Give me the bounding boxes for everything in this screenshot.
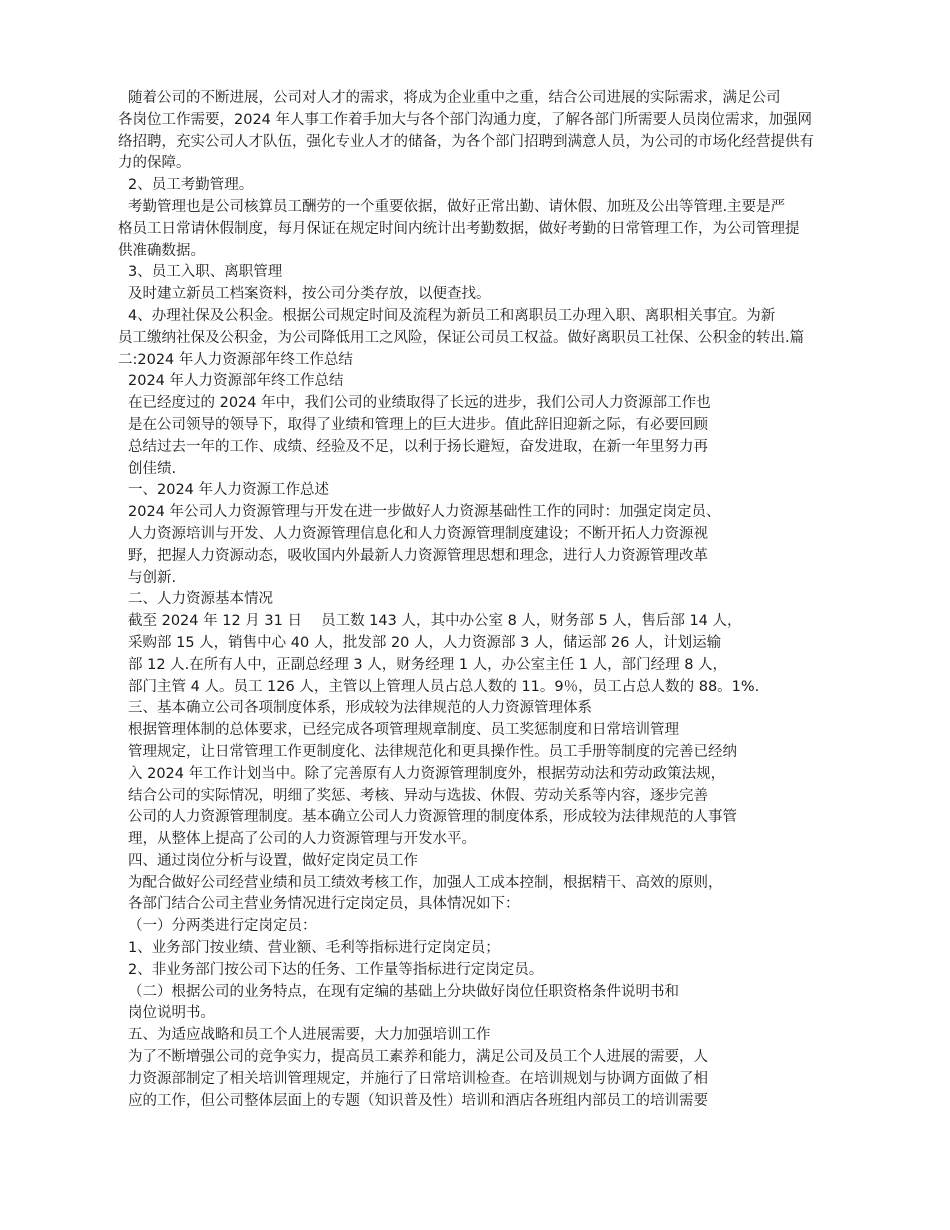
text-line: 采购部 15 人，销售中心 40 人，批发部 20 人，人力资源部 3 人，储运部 26 人，计划运输 (128, 634, 722, 651)
text-line: 入 2024 年工作计划当中。除了完善原有人力资源管理制度外，根据劳动法和劳动政策法规， (128, 765, 726, 782)
text-line: 2024 年公司人力资源管理与开发在进一步做好人力资源基础性工作的同时：加强定岗定员、 (128, 504, 721, 521)
text-line: 创佳绩. (128, 460, 177, 477)
text-line: 为了不断增强公司的竞争实力，提高员工素养和能力，满足公司及员工个人进展的需要，人 (128, 1049, 708, 1066)
text-line: （二）根据公司的业务特点，在现有定编的基础上分块做好岗位任职资格条件说明书和 (128, 983, 679, 1000)
text-line: 结合公司的实际情况，明细了奖惩、考核、异动与选拔、休假、劳动关系等内容，逐步完善 (128, 787, 708, 804)
text-line: 力的保障。 (118, 155, 191, 172)
text-line: 人力资源培训与开发、人力资源管理信息化和人力资源管理制度建设；不断开拓人力资源视 (128, 525, 708, 542)
text-line: 与创新. (128, 569, 177, 586)
text-line: 一、2024 年人力资源工作总述 (128, 482, 330, 499)
text-line: 员工缴纳社保及公积金，为公司降低用工之风险，保证公司员工权益。做好离职员工社保、公积金的转出.篇 (118, 329, 805, 346)
text-line: 1、业务部门按业绩、营业额、毛利等指标进行定岗定员； (128, 940, 500, 957)
text-line: 2024 年人力资源部年终工作总结 (128, 373, 344, 390)
text-line: 二:2024 年人力资源部年终工作总结 (118, 351, 353, 368)
text-line: 五、为适应战略和员工个人进展需要，大力加强培训工作 (128, 1027, 491, 1044)
text-line: 四、通过岗位分析与设置，做好定岗定员工作 (128, 852, 418, 869)
text-line: 各部门结合公司主营业务情况进行定岗定员，具体情况如下： (128, 896, 520, 913)
text-line: 3、员工入职、离职管理 (128, 264, 283, 281)
text-line: 理，从整体上提高了公司的人力资源管理与开发水平。 (128, 831, 476, 848)
text-line: 4、办理社保及公积金。根据公司规定时间及流程为新员工和离职员工办理入职、离职相关事宜。为新 (128, 307, 776, 324)
text-line: 2、非业务部门按公司下达的任务、工作量等指标进行定岗定员。 (128, 961, 544, 978)
text-line: 格员工日常请休假制度，每月保证在规定时间内统计出考勤数据，做好考勤的日常管理工作，为公司管理提 (118, 220, 800, 237)
text-line: 供准确数据。 (118, 242, 205, 259)
text-line: 截至 2024 年 12 月 31 日 员工数 143 人，其中办公室 8 人，财务部 5 人，售后部 14 人， (128, 613, 742, 630)
text-line: 各岗位工作需要，2024 年人事工作着手加大与各个部门沟通力度，了解各部门所需要人员岗位需求，加强网 (118, 111, 813, 128)
text-line: 二、人力资源基本情况 (128, 591, 273, 608)
text-line: 是在公司领导的领导下，取得了业绩和管理上的巨大进步。值此辞旧迎新之际，有必要回顾 (128, 416, 708, 433)
text-line: 总结过去一年的工作、成绩、经验及不足，以利于扬长避短，奋发进取，在新一年里努力再 (128, 438, 708, 455)
text-line: 岗位说明书。 (128, 1005, 215, 1022)
text-line: 及时建立新员工档案资料，按公司分类存放，以便查找。 (128, 286, 491, 303)
text-line: 野，把握人力资源动态，吸收国内外最新人力资源管理思想和理念，进行人力资源管理改革 (128, 547, 708, 564)
text-line: 力资源部制定了相关培训管理规定，并施行了日常培训检查。在培训规划与协调方面做了相 (128, 1070, 708, 1087)
text-line: （一）分两类进行定岗定员： (128, 918, 317, 935)
text-line: 考勤管理也是公司核算员工酬劳的一个重要依据，做好正常出勤、请休假、加班及公出等管理.主要是严 (128, 198, 786, 215)
document-body (118, 88, 858, 1112)
text-line: 应的工作，但公司整体层面上的专题（知识普及性）培训和酒店各班组内部员工的培训需要 (128, 1092, 708, 1109)
text-line: 在已经度过的 2024 年中，我们公司的业绩取得了长远的进步，我们公司人力资源部工作也 (128, 395, 711, 412)
text-line: 随着公司的不断进展，公司对人才的需求，将成为企业重中之重，结合公司进展的实际需求，满足公司 (128, 90, 781, 106)
text-line: 根据管理体制的总体要求，已经完成各项管理规章制度、员工奖惩制度和日常培训管理 (128, 722, 679, 739)
text-line: 公司的人力资源管理制度。基本确立公司人力资源管理的制度体系，形成较为法律规范的人事管 (128, 809, 737, 826)
text-line: 三、基本确立公司各项制度体系，形成较为法律规范的人力资源管理体系 (128, 700, 592, 717)
text-line: 管理规定，让日常管理工作更制度化、法律规范化和更具操作性。员工手册等制度的完善已经纳 (128, 743, 737, 760)
text-line: 部门主管 4 人。员工 126 人，主管以上管理人员占总人数的 11。9％，员工占总人数的 88。1%. (128, 678, 760, 695)
text-line: 为配合做好公司经营业绩和员工绩效考核工作，加强人工成本控制，根据精干、高效的原则， (128, 874, 723, 891)
text-line: 络招聘，充实公司人才队伍，强化专业人才的储备，为各个部门招聘到满意人员，为公司的市场化经营提供有 (118, 133, 814, 150)
text-line: 部 12 人.在所有人中，正副总经理 3 人，财务经理 1 人，办公室主任 1 人，部门经理 8 人， (128, 656, 728, 673)
text-line: 2、员工考勤管理。 (128, 177, 254, 194)
